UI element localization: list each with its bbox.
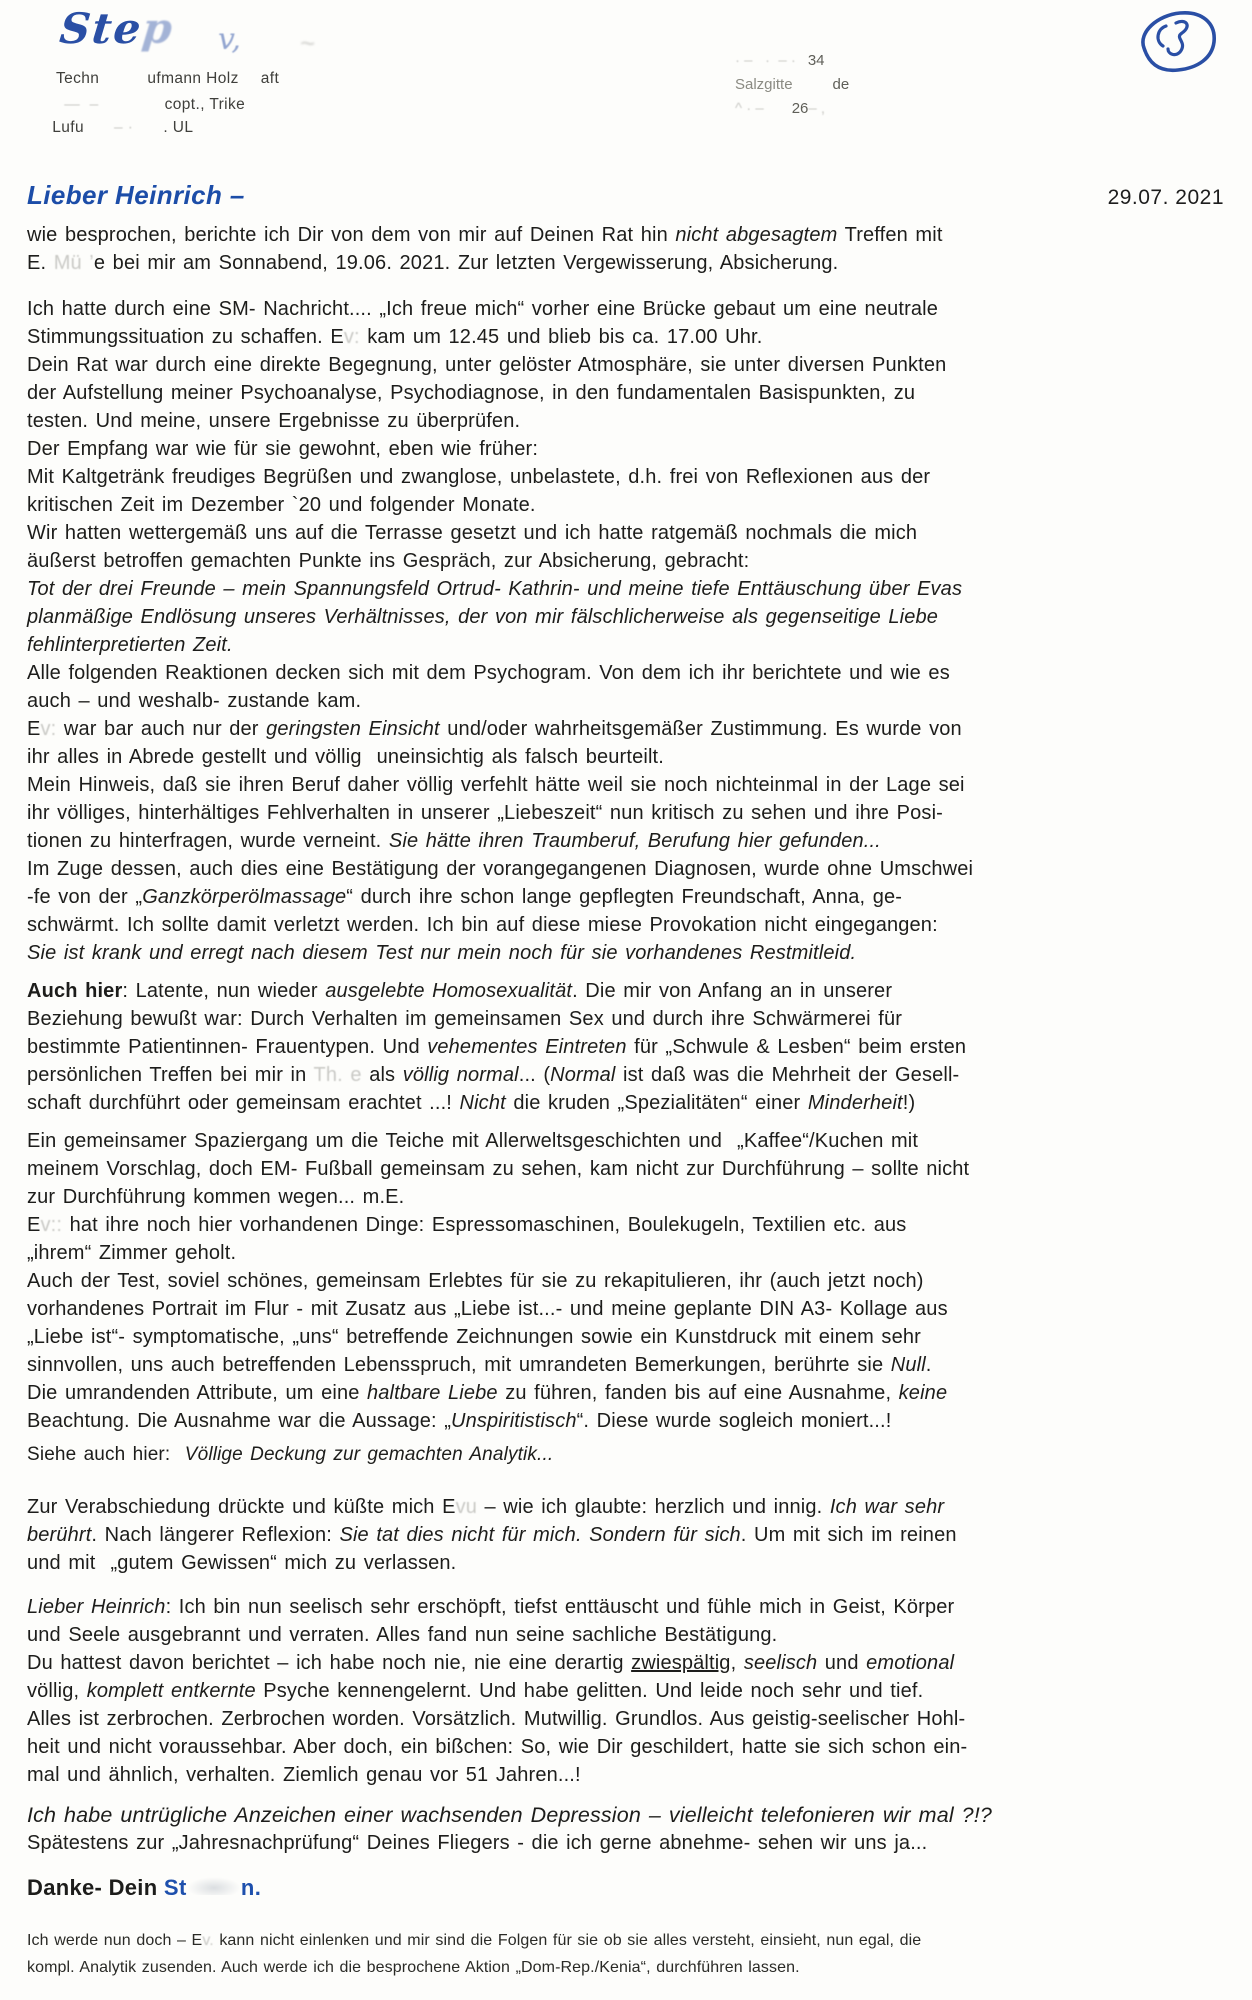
text-segment: E — [27, 1214, 41, 1236]
salutation-row — [0, 158, 1252, 211]
text-line — [27, 827, 1232, 855]
text-line — [27, 1211, 1232, 1239]
signature-name: St — [163, 1875, 187, 1900]
letterhead-text: aft — [260, 70, 280, 87]
text-line — [27, 1521, 1232, 1549]
text-segment: Th. e — [313, 1064, 362, 1086]
text-segment: Mein Hinweis, daß sie ihren Beruf daher völlig verfehlt hätte weil sie noch nichteinmal in der Lage sei — [27, 774, 965, 796]
text-line — [27, 295, 1232, 323]
text-segment: zwiespältig — [631, 1652, 731, 1674]
text-line — [27, 939, 1232, 967]
text-line — [27, 435, 1232, 463]
text-segment: Auch der Test, soviel schönes, gemeinsam Erlebtes für sie zu rekapitulieren, ihr (auch jetzt noch) — [27, 1270, 924, 1292]
text-segment: vehementes Eintreten — [427, 1036, 627, 1058]
text-segment: persönlichen Treffen bei mir in — [27, 1064, 314, 1086]
footer-note — [0, 1901, 1252, 1981]
text-line — [27, 1351, 1232, 1379]
text-segment: !) — [902, 1092, 916, 1114]
text-segment: kam um 12.45 und blieb bis ca. 17.00 Uhr. — [367, 326, 763, 348]
text-line — [27, 1829, 1232, 1857]
text-line — [27, 1549, 1232, 1577]
letterhead-line — [24, 101, 193, 155]
text-segment: fehlinterpretierten Zeit. — [27, 634, 233, 656]
text-segment: . — [925, 1354, 932, 1376]
text-segment: -fe von der „ — [27, 886, 143, 908]
address-line — [735, 52, 925, 76]
text-segment: kritischen Zeit im Dezember `20 und folgender Monate. — [27, 494, 536, 516]
text-line — [27, 1267, 1232, 1295]
text-line — [27, 715, 1232, 743]
signature-label: Danke- Dein — [27, 1875, 164, 1900]
text-segment: Der Empfang war wie für sie gewohnt, eben wie früher: — [27, 438, 539, 460]
address-line — [735, 100, 925, 124]
text-line — [27, 221, 1232, 249]
letterhead-text: Techn — [55, 70, 100, 87]
text-segment: Minderheit — [807, 1092, 903, 1114]
text-line — [27, 1593, 1232, 1621]
text-segment: Beziehung bewußt war: Durch Verhalten im gemeinsamen Sex und durch ihre Schwärmerei für — [27, 1008, 903, 1030]
text-segment: zur Durchführung kommen wegen... m.E. — [27, 1186, 405, 1208]
text-segment: Ich werde nun doch – E — [27, 1932, 203, 1949]
text-line — [27, 1677, 1232, 1705]
text-line — [27, 1127, 1232, 1155]
text-segment: komplett entkernte — [86, 1680, 256, 1702]
text-segment: haltbare Liebe — [367, 1382, 498, 1404]
text-line — [27, 1801, 1232, 1829]
text-segment: Spätestens zur „Jahresnachprüfung“ Deines Fliegers - die ich gerne abnehme- sehen wir uns ja... — [27, 1832, 928, 1854]
text-segment: Du hattest davon berichtet – ich habe noch nie, nie eine derartig — [27, 1652, 632, 1674]
text-line — [27, 743, 1232, 771]
text-line — [27, 1183, 1232, 1211]
text-line — [27, 1061, 1232, 1089]
text-segment: seelisch — [743, 1652, 818, 1674]
text-line — [27, 323, 1232, 351]
text-line — [27, 547, 1232, 575]
text-segment: wie besprochen, berichte ich Dir von dem von mir auf Deinen Rat hin — [27, 224, 676, 246]
text-line — [27, 575, 1232, 603]
text-line — [27, 463, 1232, 491]
text-segment: war bar auch nur der — [63, 718, 267, 740]
text-segment: Psyche kennengelernt. Und habe gelitten. Und leide noch sehr und tief. — [255, 1680, 924, 1702]
text-segment: tionen zu hinterfragen, wurde verneint. — [27, 830, 389, 852]
paragraph — [27, 221, 1232, 277]
logo-ghost-text: p — [139, 4, 177, 53]
text-segment: sinnvollen, uns auch betreffenden Lebensspruch, mit umrandeten Bemerkungen, berührte sie — [27, 1354, 891, 1376]
letterhead-text: copt., Trike — [164, 96, 246, 113]
paragraph — [27, 1493, 1232, 1577]
text-segment: ihr völliges, hinterhältiges Fehlverhalten in unserer „Liebeszeit“ nun kritisch zu sehen und ihre Posi- — [27, 802, 943, 824]
company-logo — [57, 4, 176, 53]
text-segment: Sie ist krank und erregt nach diesem Test nur mein noch für sie vorhandenes Restmitleid. — [27, 942, 857, 964]
paragraph — [27, 1593, 1232, 1789]
text-segment: testen. Und meine, unsere Ergebnisse zu überprüfen. — [27, 410, 521, 432]
text-line — [27, 1493, 1232, 1521]
text-segment: vorhandenes Portrait im Flur - mit Zusatz aus „Liebe ist...- und meine geplante DIN A3- Kollage aus — [27, 1298, 948, 1320]
address-ghost: ^ · – — [735, 100, 764, 117]
text-line — [27, 379, 1232, 407]
address-text: 34 — [807, 52, 825, 69]
text-line — [27, 249, 1232, 277]
text-line — [27, 1323, 1232, 1351]
text-segment: . Nach längerer Reflexion: — [91, 1524, 340, 1546]
text-segment: geringsten Einsicht — [266, 718, 440, 740]
text-segment: emotional — [866, 1652, 955, 1674]
address-ghost: · – · – · — [735, 52, 796, 69]
signature-row — [0, 1857, 1252, 1901]
text-line — [27, 883, 1232, 911]
text-segment: . Die mir von Anfang an in unserer — [572, 980, 893, 1002]
paragraph — [27, 295, 1232, 967]
logo-text: Ste — [57, 4, 146, 53]
text-line — [27, 1441, 1232, 1469]
text-line — [27, 1379, 1232, 1407]
text-segment: Völlige Deckung zur gemachten Analytik... — [184, 1444, 554, 1465]
text-segment: kompl. Analytik zusenden. Auch werde ich die besprochene Aktion „Dom-Rep./Kenia“, durchführen lassen. — [27, 1959, 800, 1976]
text-line — [27, 1954, 1232, 1981]
text-segment: keine — [898, 1382, 948, 1404]
text-line — [27, 1089, 1232, 1117]
text-segment: Unspiritistisch — [451, 1410, 577, 1432]
text-segment: E. — [27, 252, 54, 274]
letterhead-text: . UL — [163, 119, 194, 136]
address-text: de — [832, 76, 850, 93]
text-segment: völlig normal — [402, 1064, 519, 1086]
address-line — [735, 76, 925, 100]
text-segment: bestimmte Patientinnen- Frauentypen. Und — [27, 1036, 428, 1058]
text-segment: “ durch ihre schon lange gepflegten Freundschaft, Anna, ge- — [346, 886, 903, 908]
text-line — [27, 1649, 1232, 1677]
text-segment: für „Schwule & Lesben“ beim ersten — [626, 1036, 967, 1058]
text-segment: kann nicht einlenken und mir sind die Folgen für sie ob sie alles versteht, einsieht, nun egal, die — [219, 1932, 922, 1949]
text-line — [27, 799, 1232, 827]
text-segment: Sie tat dies nicht für mich. Sondern für sich — [339, 1524, 741, 1546]
text-segment: Beachtung. Die Ausnahme war die Aussage: „ — [27, 1410, 452, 1432]
text-segment: v:: — [40, 1214, 70, 1236]
erased-name-smudge — [187, 1877, 241, 1895]
text-segment: : Ich bin nun seelisch sehr erschöpft, tiefst enttäuscht und fühle mich in Geist, Körper — [165, 1596, 955, 1618]
signature-name: n. — [240, 1875, 262, 1900]
text-segment: mal und ähnlich, verhalten. Ziemlich genau vor 51 Jahren...! — [27, 1764, 581, 1786]
text-segment: berührt — [27, 1524, 92, 1546]
address-ghost: – , — [808, 100, 826, 117]
letter-date: 29.07. 2021 — [1107, 186, 1224, 209]
text-segment: Die umrandenden Attribute, um eine — [27, 1382, 368, 1404]
text-segment: „Liebe ist“- symptomatische, „uns“ betreffende Zeichnungen sowie ein Kunstdruck mit einem sehr — [27, 1326, 921, 1348]
text-segment: v. — [202, 1932, 220, 1949]
salutation: Lieber Heinrich – — [27, 180, 245, 210]
text-line — [27, 1733, 1232, 1761]
text-line — [27, 1407, 1232, 1435]
text-segment: Normal — [550, 1064, 616, 1086]
text-segment: Auch hier — [27, 980, 123, 1002]
text-line — [27, 1155, 1232, 1183]
text-segment: als — [361, 1064, 403, 1086]
letterhead-ghost: — – — [64, 96, 99, 113]
text-line — [27, 659, 1232, 687]
text-segment: Siehe auch hier: — [27, 1444, 185, 1465]
text-line — [27, 1705, 1232, 1733]
text-line — [27, 911, 1232, 939]
text-segment: Zur Verabschiedung drückte und küßte mich E — [27, 1496, 456, 1518]
text-segment: der Aufstellung meiner Psychoanalyse, Psychodiagnose, in den fundamentalen Basispunkten, zu — [27, 382, 916, 404]
text-segment: schwärmt. Ich sollte damit verletzt werden. Ich bin auf diese miese Provokation nicht eingegangen: — [27, 914, 938, 936]
text-segment: Alle folgenden Reaktionen decken sich mit dem Psychogram. Von dem ich ihr berichtete und wie es — [27, 662, 950, 684]
text-segment: und — [817, 1652, 867, 1674]
text-segment: . Um mit sich im reinen — [740, 1524, 957, 1546]
text-segment: “. Diese wurde sogleich moniert...! — [576, 1410, 892, 1432]
text-line — [27, 1927, 1232, 1954]
logo-ghost-text: ~ — [300, 28, 316, 58]
text-line — [27, 519, 1232, 547]
text-line — [27, 771, 1232, 799]
text-segment: und mit „gutem Gewissen“ mich zu verlassen. — [27, 1552, 457, 1574]
text-segment: Ich hatte durch eine SM- Nachricht.... „Ich freue mich“ vorher eine Brücke gebaut um eine neutrale — [27, 298, 939, 320]
text-segment: Tot der drei Freunde – mein Spannungsfeld Ortrud- Kathrin- und meine tiefe Enttäuschung über Evas — [27, 578, 963, 600]
text-line — [27, 407, 1232, 435]
text-segment: Ich war sehr — [829, 1496, 945, 1518]
text-line — [27, 351, 1232, 379]
text-line — [27, 977, 1232, 1005]
text-segment: – wie ich glaubte: herzlich und innig. — [484, 1496, 830, 1518]
text-segment: E — [27, 718, 41, 740]
text-line — [27, 1295, 1232, 1323]
text-segment: Mü ’ — [53, 252, 94, 274]
text-segment: v: — [343, 326, 368, 348]
sender-address — [735, 52, 925, 124]
text-segment: meinem Vorschlag, doch EM- Fußball gemeinsam zu sehen, kam nicht zur Durchführung – sollte nicht — [27, 1158, 970, 1180]
text-segment: Dein Rat war durch eine direkte Begegnung, unter gelöster Atmosphäre, sie unter diversen Punkten — [27, 354, 947, 376]
paragraph — [27, 1127, 1232, 1435]
letterhead-ghost: – · — [114, 119, 134, 136]
text-segment: Ich habe untrügliche Anzeichen einer wachsenden Depression – vielleicht telefonieren wir mal ?!? — [27, 1803, 993, 1827]
text-segment: hat ihre noch hier vorhandenen Dinge: Espressomaschinen, Boulekugeln, Textilien etc. aus — [69, 1214, 907, 1236]
paragraph — [27, 977, 1232, 1117]
text-segment: , — [730, 1652, 744, 1674]
text-segment: Ganzkörperölmassage — [142, 886, 347, 908]
text-line — [27, 631, 1232, 659]
text-segment: Stimmungssituation zu schaffen. E — [27, 326, 344, 348]
address-text: Salzgitte — [735, 76, 793, 93]
text-segment: „ihrem“ Zimmer geholt. — [27, 1242, 237, 1264]
text-segment: Im Zuge dessen, auch dies eine Bestätigung der vorangegangenen Diagnosen, wurde ohne Umschwei — [27, 858, 974, 880]
text-segment: Nicht — [459, 1092, 506, 1114]
letterhead — [0, 0, 1252, 158]
text-segment: v: — [40, 718, 64, 740]
hand-drawn-circle-icon — [1130, 4, 1222, 93]
text-segment: heit und nicht voraussehbar. Aber doch, ein bißchen: So, wie Dir geschildert, hatte sie sich schon ein- — [27, 1736, 968, 1758]
text-segment: völlig, — [27, 1680, 87, 1702]
paragraph — [27, 1441, 1232, 1469]
text-segment: : Latente, nun wieder — [122, 980, 326, 1002]
text-segment: ausgelebte Homosexualität — [325, 980, 573, 1002]
letter-body — [0, 211, 1252, 1857]
paragraph — [27, 1801, 1232, 1857]
text-segment: und Seele ausgebrannt und verraten. Alles fand nun seine sachliche Bestätigung. — [27, 1624, 778, 1646]
text-segment: nicht abgesagtem — [675, 224, 838, 246]
text-segment: Wir hatten wettergemäß uns auf die Terrasse gesetzt und ich hatte ratgemäß nochmals die mich — [27, 522, 918, 544]
text-segment: Treffen mit — [837, 224, 943, 246]
text-segment: Null — [890, 1354, 926, 1376]
letterhead-text: ufmann Holz — [147, 70, 239, 87]
text-segment: schaft durchführt oder gemeinsam erachtet ...! — [27, 1092, 460, 1114]
address-text: 26 — [791, 100, 809, 117]
text-segment: Ein gemeinsamer Spaziergang um die Teiche mit Allerweltsgeschichten und „Kaffee“/Kuchen mit — [27, 1130, 919, 1152]
text-segment: e bei mir am Sonnabend, 19.06. 2021. Zur letzten Vergewisserung, Absicherung. — [93, 252, 839, 274]
text-segment: ihr alles in Abrede gestellt und völlig uneinsichtig als falsch beurteilt. — [27, 746, 664, 768]
text-line — [27, 1761, 1232, 1789]
text-segment: Mit Kaltgetränk freudiges Begrüßen und zwanglose, unbelastete, d.h. frei von Reflexionen aus der — [27, 466, 931, 488]
logo-ghost-text: v, — [218, 22, 241, 57]
text-segment: zu führen, fanden bis auf eine Ausnahme, — [497, 1382, 899, 1404]
text-segment: planmäßige Endlösung unseres Verhältnisses, der von mir fälschlicherweise als gegenseitige Liebe — [27, 606, 939, 628]
text-line — [27, 1621, 1232, 1649]
letterhead-text: Lufu — [52, 119, 85, 136]
text-line — [27, 687, 1232, 715]
text-line — [27, 1033, 1232, 1061]
text-segment: Sie hätte ihren Traumberuf, Berufung hier gefunden... — [388, 830, 881, 852]
text-segment: auch – und weshalb- zustande kam. — [27, 690, 362, 712]
text-segment: Lieber Heinrich — [27, 1596, 166, 1618]
text-line — [27, 603, 1232, 631]
text-segment: äußerst betroffen gemachten Punkte ins Gespräch, zur Absicherung, gebracht: — [27, 550, 750, 572]
text-segment: ... ( — [518, 1064, 551, 1086]
text-line — [27, 855, 1232, 883]
text-segment: die kruden „Spezialitäten“ einer — [505, 1092, 808, 1114]
text-segment: ist daß was die Mehrheit der Gesell- — [615, 1064, 960, 1086]
text-segment: Alles ist zerbrochen. Zerbrochen worden. Vorsätzlich. Mutwillig. Grundlos. Aus geistig-seelischer Hohl- — [27, 1708, 966, 1730]
text-segment: vu — [455, 1496, 485, 1518]
text-segment: und/oder wahrheitsgemäßer Zustimmung. Es wurde von — [439, 718, 962, 740]
text-line — [27, 1005, 1232, 1033]
text-line — [27, 491, 1232, 519]
text-line — [27, 1239, 1232, 1267]
